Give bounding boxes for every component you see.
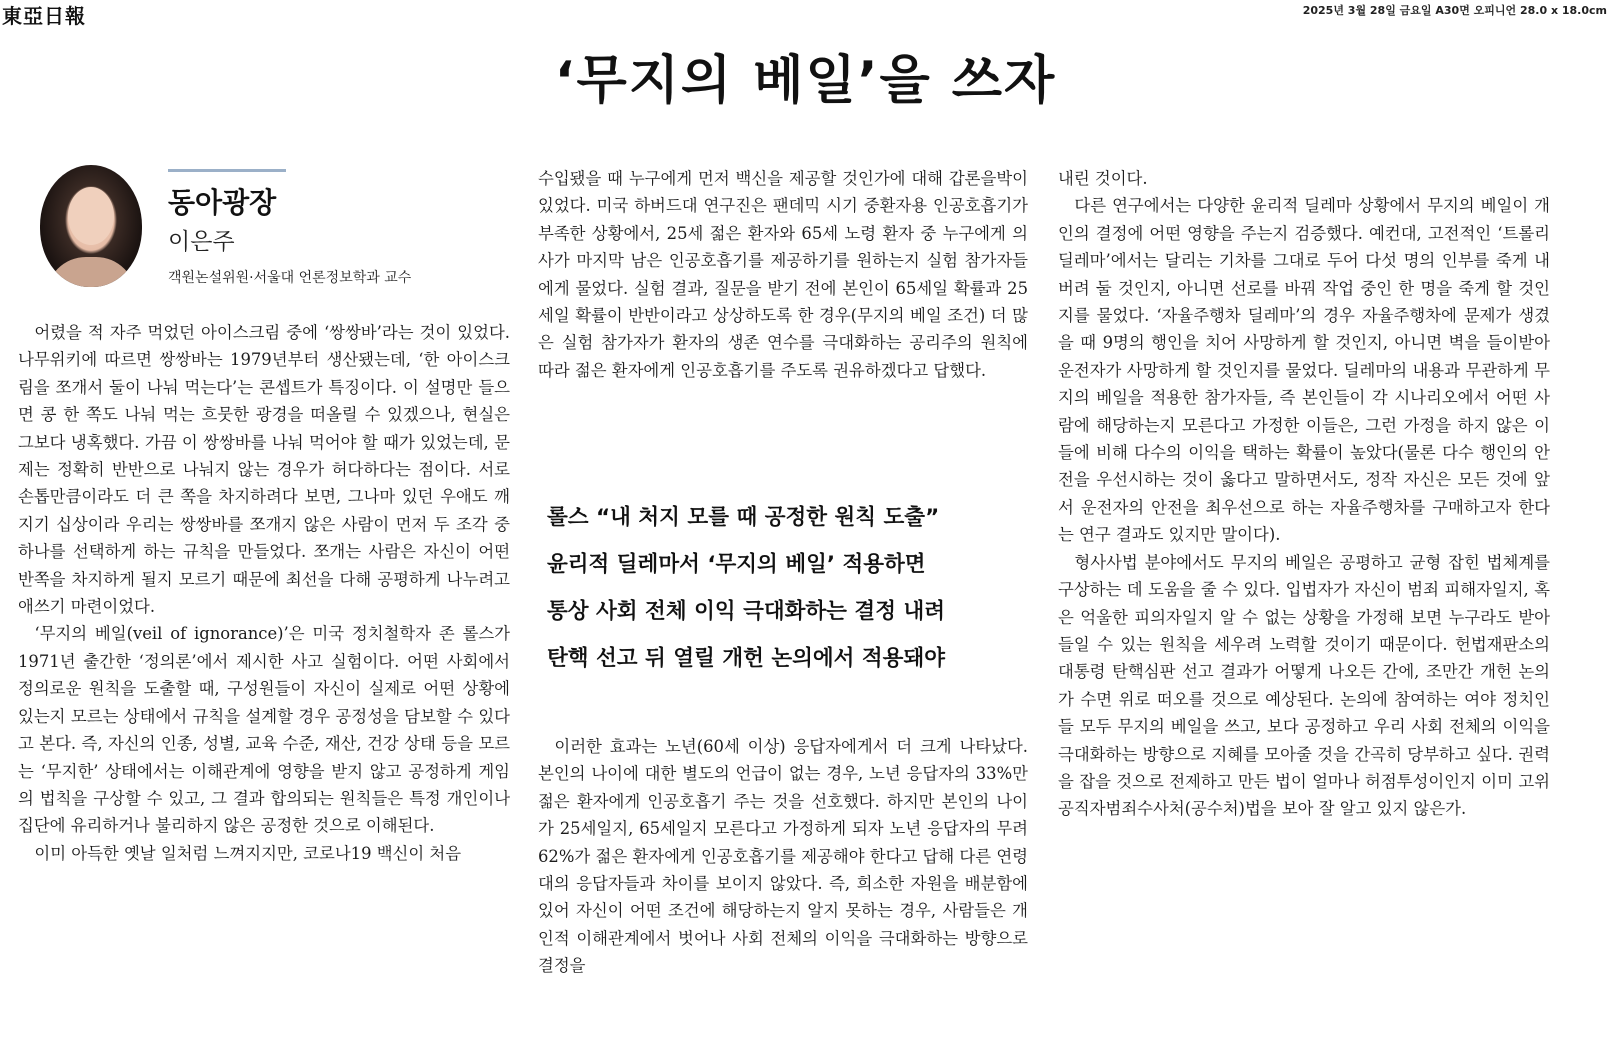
paragraph: ‘무지의 베일(veil of ignorance)’은 미국 정치철학자 존 롤스가 1971년 출간한 ‘정의론’에서 제시한 사고 실험이다. 어떤 사회에서 정의로운 원칙을 도출할 때, 구성원들이 자신이 실제로 어떤 상황에 있는지 모르는 상태에서 규칙을 설계할 경우 공정성을 담보할 수 있다고 본다. 즉, 자신의 인종, 성별, 교육 수준, 재산, 건강 상태 등을 모르는 ‘무지한’ 상태에서는 이해관계에 영향을 받지 않고 공정하게 게임의 법칙을 구상할 수 있고, 그 결과 합의되는 원칙들은 특정 개인이나 집단에 유리하거나 불리하지 않은 공정한 것으로 이해된다. <box>18 624 510 836</box>
pull-quote-line: 통상 사회 전체 이익 극대화하는 결정 내려 <box>547 599 945 624</box>
column-accent-bar <box>168 169 286 172</box>
paragraph: 어렸을 적 자주 먹었던 아이스크림 중에 ‘쌍쌍바’라는 것이 있었다. 나무위키에 따르면 쌍쌍바는 1979년부터 생산됐는데, ‘한 아이스크림을 쪼개서 둘이 나눠 먹는다’는 콘셉트가 특징이다. 이 설명만 들으면 콩 한 쪽도 나눠 먹는 흐뭇한 광경을 떠올릴 수 있겠으나, 현실은 그보다 냉혹했다. 가끔 이 쌍쌍바를 나눠 먹어야 할 때가 있었는데, 문제는 정확히 반반으로 나눠지 않는 경우가 허다하다는 점이다. 서로 손톱만큼이라도 더 큰 쪽을 차지하려다 보면, 그나마 있던 우애도 깨지기 십상이라 우리는 쌍쌍바를 쪼개지 않은 사람이 먼저 두 조각 중 하나를 선택하게 하는 규칙을 만들었다. 쪼개는 사람은 자신이 어떤 반쪽을 차지하게 될지 모르기 때문에 최선을 다해 공평하게 나누려고 애쓰기 마련이었다. <box>18 323 510 617</box>
column-name: 동아광장 <box>168 186 277 219</box>
author-photo-face <box>68 187 114 245</box>
article-column-2-top <box>538 165 1028 384</box>
paragraph: 형사사법 분야에서도 무지의 베일은 공평하고 균형 잡힌 법체계를 구상하는 데 도움을 줄 수 있다. 입법자가 자신이 범죄 피해자일지, 혹은 억울한 피의자일지 알 수 없는 상황을 가정해 보면 누구라도 받아들일 수 있는 원칙을 세우려 노력할 것이기 때문이다. 헌법재판소의 대통령 탄핵심판 선고 결과가 어떻게 나오든 간에, 조만간 개헌 논의가 수면 위로 떠오를 것으로 예상된다. 논의에 참여하는 여야 정치인들 모두 무지의 베일을 쓰고, 보다 공정하고 우리 사회 전체의 이익을 극대화하는 방향으로 지혜를 모아줄 것을 간곡히 당부하고 싶다. 권력을 잡을 것으로 전제하고 만든 법이 얼마나 허점투성이인지 이미 고위공직자범죄수사처(공수처)법을 보아 잘 알고 있지 않은가. <box>1058 552 1550 819</box>
paragraph: 이미 아득한 옛날 일처럼 느껴지지만, 코로나19 백신이 처음 <box>34 843 462 863</box>
paragraph: 내린 것이다. <box>1058 169 1148 188</box>
author-profile <box>40 165 520 315</box>
article-column-3 <box>1058 165 1550 823</box>
paragraph: 다른 연구에서는 다양한 윤리적 딜레마 상황에서 무지의 베일이 개인의 결정에 어떤 영향을 주는지 검증했다. 예컨대, 고전적인 ‘트롤리 딜레마’에서는 달리는 기차를 그대로 두어 다섯 명의 인부를 죽게 내버려 둘 것인지, 아니면 선로를 바꿔 작업 중인 한 명을 죽게 할 것인지를 물었다. ‘자율주행차 딜레마’의 경우 자율주행차에 문제가 생겼을 때 9명의 행인을 치어 사망하게 할 것인지, 아니면 벽을 들이받아 운전자가 사망하게 할 것인지를 물었다. 딜레마의 내용과 무관하게 무지의 베일을 적용한 참가자들, 즉 본인들이 각 시나리오에서 어떤 사람에 해당하는지 모른다고 가정한 이들은, 그런 가정을 하지 않은 이들에 비해 다수의 이익을 택하는 확률이 높았다(물론 다수 행인의 안전을 우선시하는 것이 옳다고 말하면서도, 정작 자신은 모든 것에 앞서 운전자의 안전을 최우선으로 하는 자율주행차를 구매하고자 한다는 연구 결과도 있지만 말이다). <box>1058 196 1550 545</box>
article-column-2-bottom <box>538 733 1028 980</box>
pull-quote-line: 윤리적 딜레마서 ‘무지의 베일’ 적용하면 <box>547 552 926 577</box>
paragraph: 수입됐을 때 누구에게 먼저 백신을 제공할 것인가에 대해 갑론을박이 있었다. 미국 하버드대 연구진은 팬데믹 시기 중환자용 인공호흡기가 부족한 상황에서, 25세 젊은 환자와 65세 노령 환자 중 누구에게 의사가 마지막 남은 인공호흡기를 제공하기를 원하는지 실험 참가자들에게 물었다. 실험 결과, 질문을 받기 전에 본인이 65세일 확률과 25세일 확률이 반반이라고 상상하도록 한 경우(무지의 베일 조건) 더 많은 실험 참가자가 환자의 생존 연수를 극대화하는 공리주의 원칙에 따라 젊은 환자에게 인공호흡기를 주도록 권유하겠다고 답했다. <box>538 169 1028 380</box>
pull-quote-line: 탄핵 선고 뒤 열릴 개헌 논의에서 적용돼야 <box>547 646 945 671</box>
pull-quote-line: 롤스 “내 처지 모를 때 공정한 원칙 도출” <box>547 505 940 530</box>
publication-dateline: 2025년 3월 28일 금요일 A30면 오피니언 28.0 x 18.0cm <box>1302 4 1607 17</box>
article-column-1 <box>18 319 510 867</box>
author-title: 객원논설위원·서울대 언론정보학과 교수 <box>168 270 412 286</box>
author-name: 이은주 <box>168 229 235 255</box>
author-photo <box>40 165 142 287</box>
pull-quote <box>547 494 1037 682</box>
paragraph: 이러한 효과는 노년(60세 이상) 응답자에게서 더 크게 나타났다. 본인의 나이에 대한 별도의 언급이 없는 경우, 노년 응답자의 33%만 젊은 환자에게 인공호흡기 주는 것을 선호했다. 하지만 본인의 나이가 25세일지, 65세일지 모른다고 가정하게 되자 노년 응답자의 무려 62%가 젊은 환자에게 인공호흡기를 제공해야 한다고 답해 다른 연령대의 응답자들과 차이를 보이지 않았다. 즉, 희소한 자원을 배분함에 있어 자신이 어떤 조건에 해당하는지 알지 못하는 경우, 사람들은 개인적 이해관계에서 벗어나 사회 전체의 이익을 극대화하는 방향으로 결정을 <box>538 737 1028 976</box>
article-headline: ‘무지의 베일’을 쓰자 <box>554 51 1057 111</box>
newspaper-masthead: 東亞日報 <box>2 4 86 28</box>
author-photo-shoulders <box>46 257 136 287</box>
